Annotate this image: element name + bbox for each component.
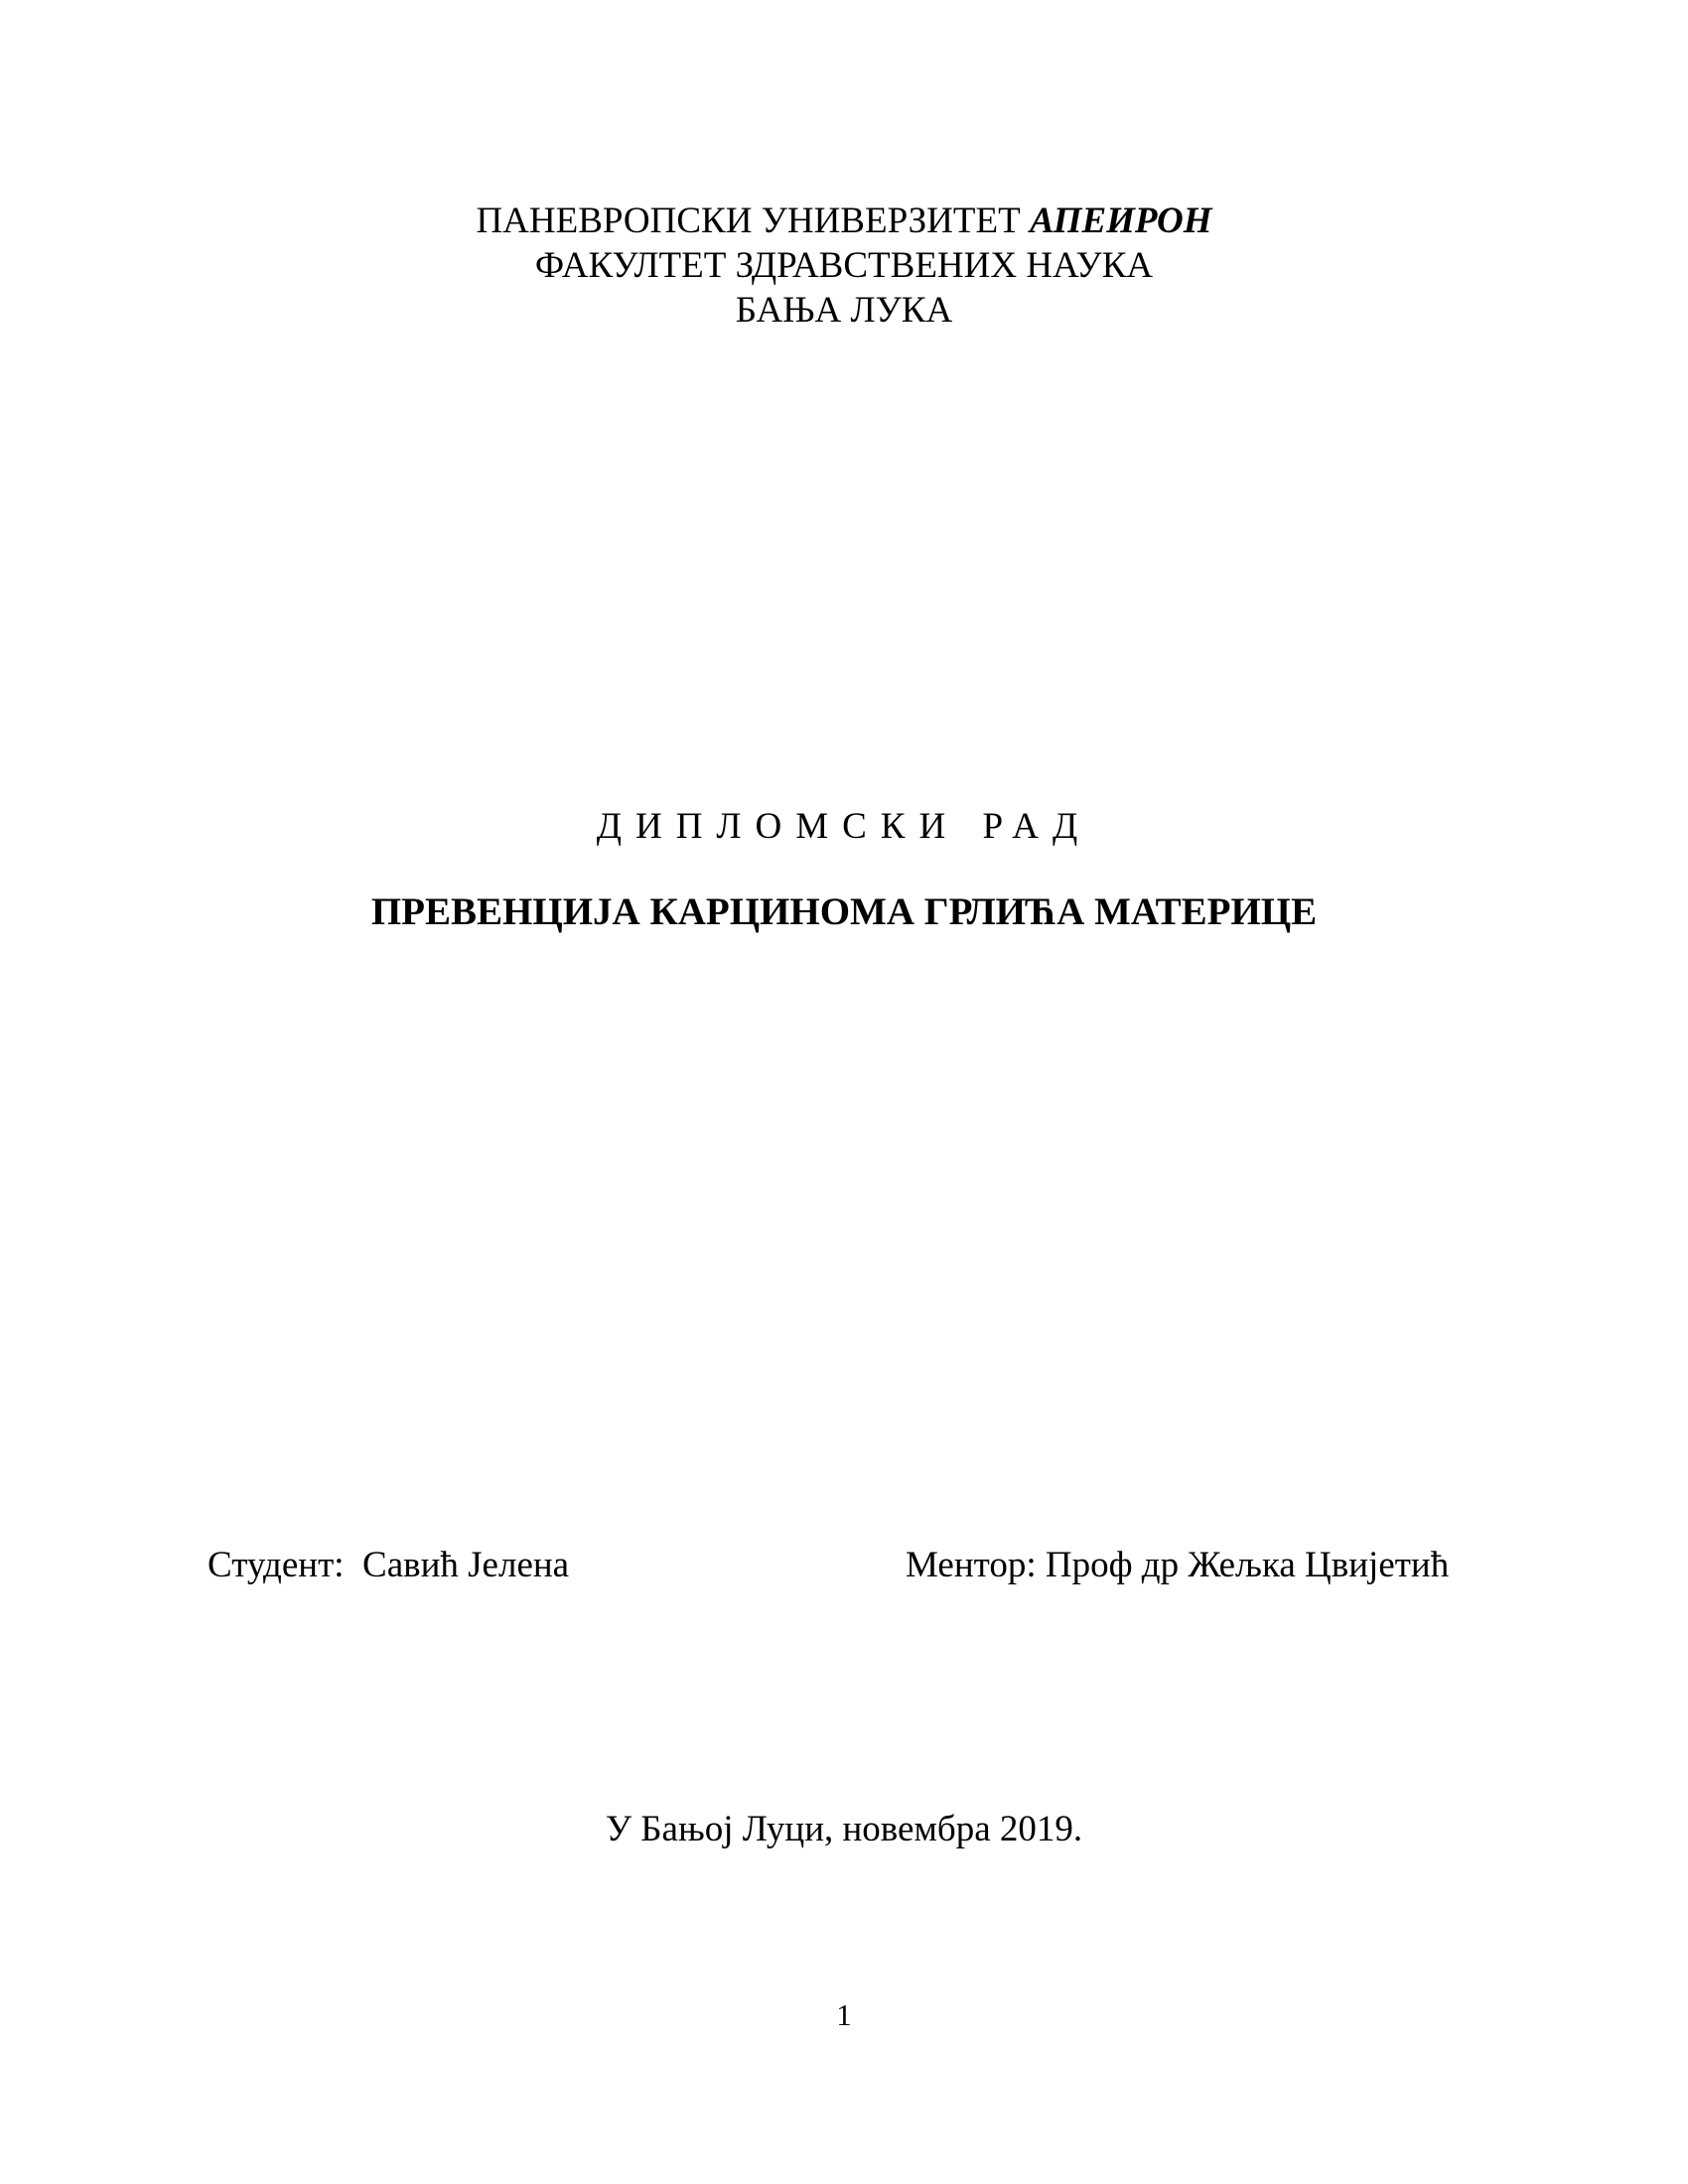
faculty-name: ФАКУЛТЕТ ЗДРАВСТВЕНИХ НАУКА [534,245,1154,286]
document-title: ПРЕВЕНЦИЈА КАРЦИНОМА ГРЛИЋА МАТЕРИЦЕ [370,890,1318,933]
university-line [0,199,1688,243]
university-name: АПЕИРОН [1029,201,1212,241]
city-name: БАЊА ЛУКА [735,290,953,331]
place-date: У Бањој Луци, новембра 2019. [605,1809,1083,1849]
mentor-name: Ментор: Проф др Жељка Цвијетић [906,1545,1450,1585]
document-type-label: ДИПЛОМСКИ РАД [596,806,1092,847]
page-number: 1 [836,1997,852,2032]
university-prefix: ПАНЕВРОПСКИ УНИВЕРЗИТЕТ [476,201,1021,241]
student-name: Студент: Савић Јелена [208,1545,570,1585]
